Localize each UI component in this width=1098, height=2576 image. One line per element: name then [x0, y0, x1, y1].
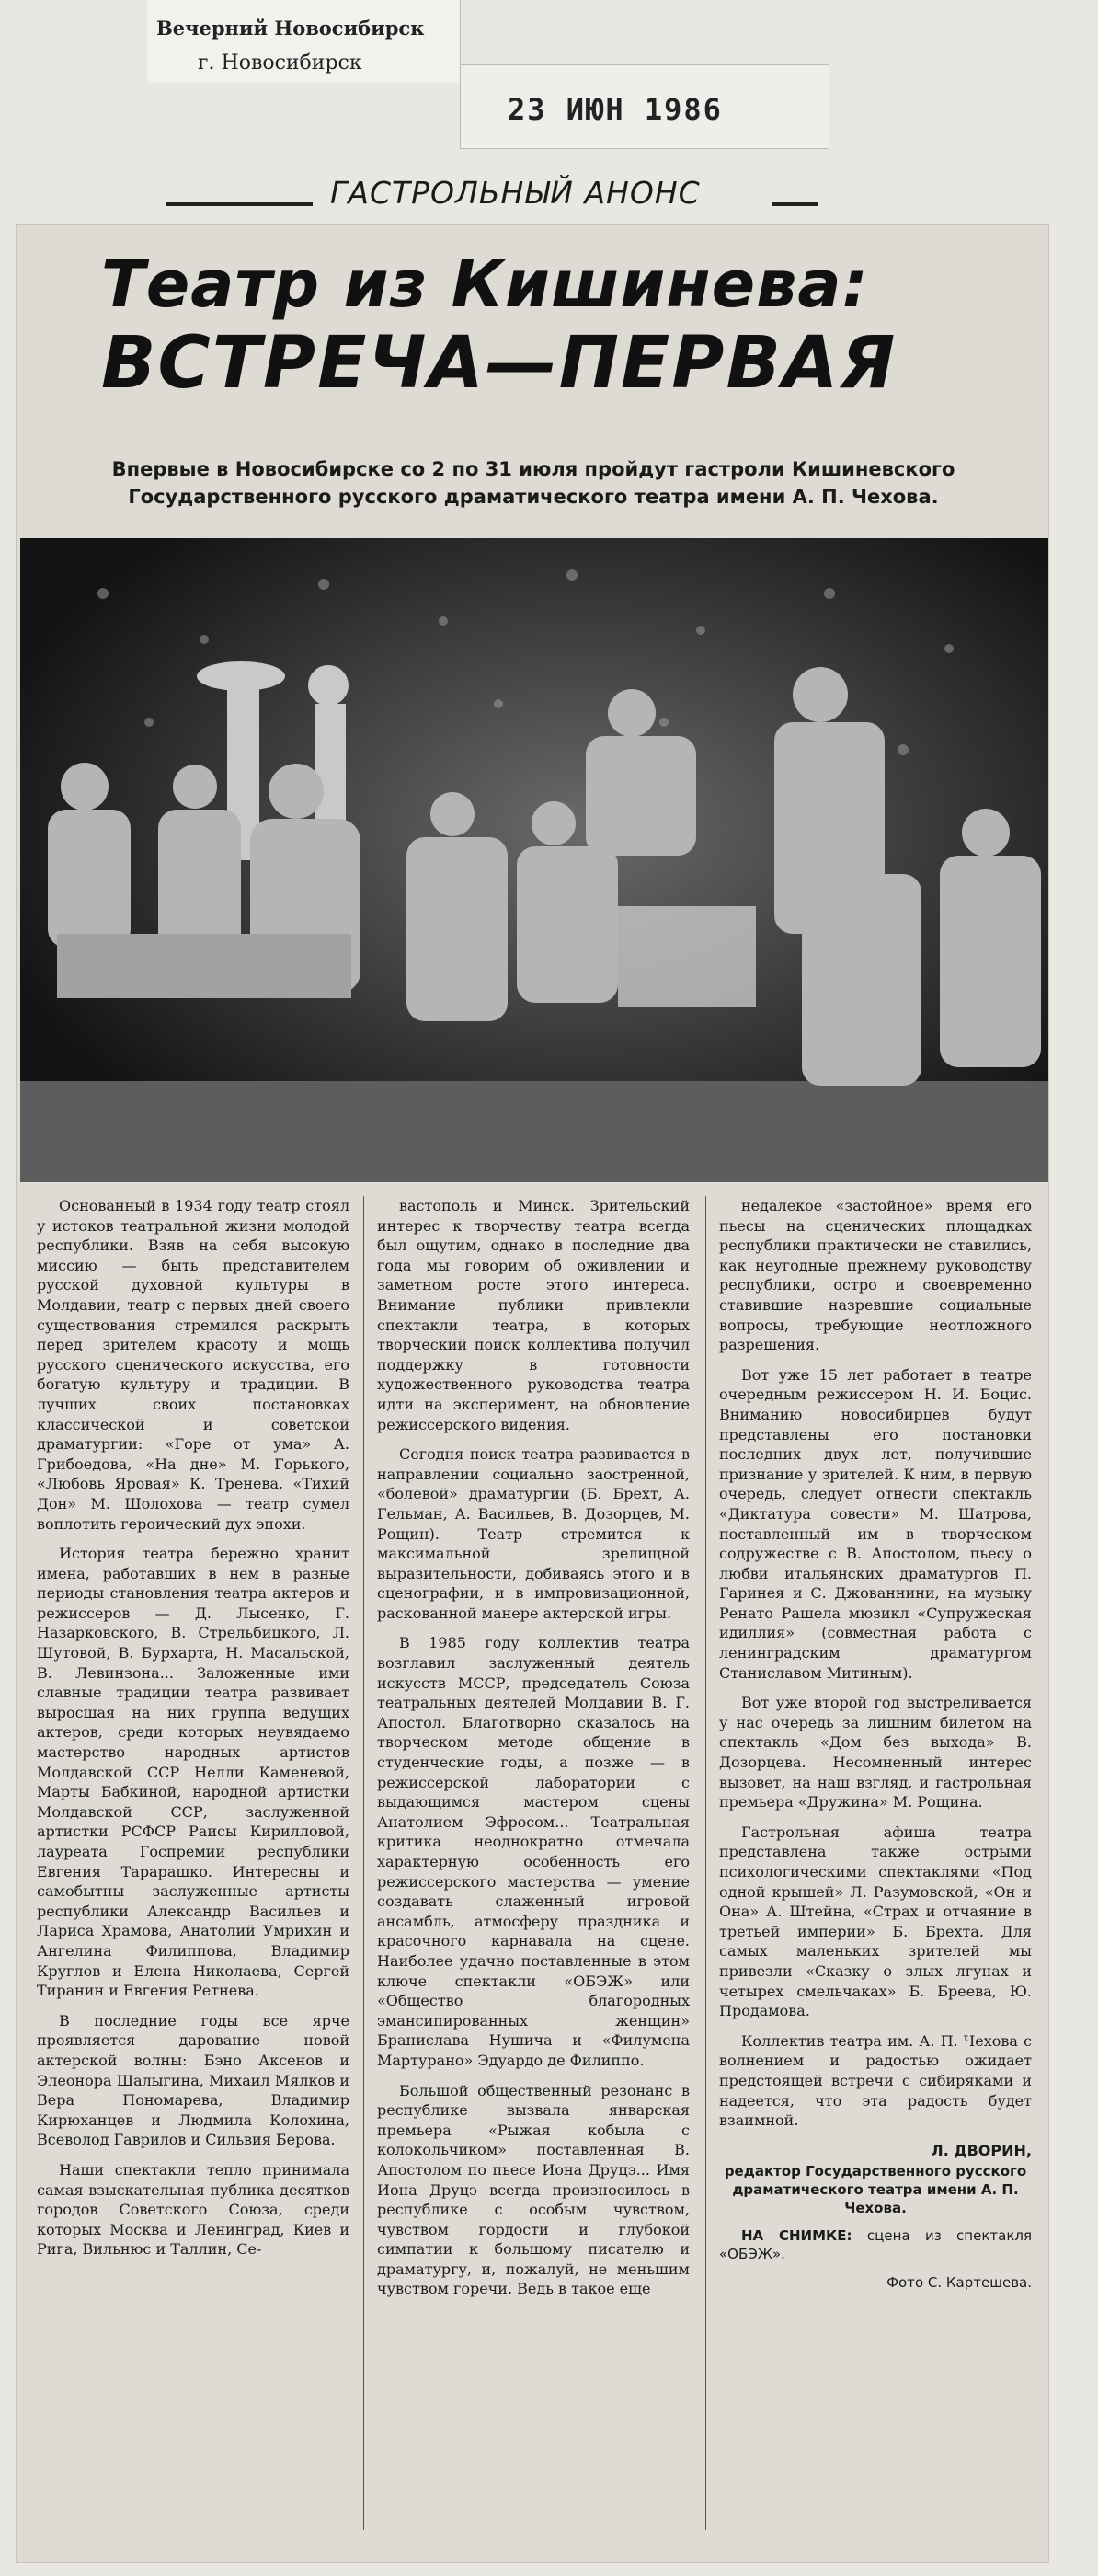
lead-paragraph: Впервые в Новосибирске со 2 по 31 июля пройдут гастроли Кишиневского Государственного русского драматического театра имени А. П. Чехова. — [111, 458, 955, 508]
column-rule — [705, 1196, 706, 2530]
paragraph: История театра бережно хранит имена, работавших в нем в разные периоды становления театра актеров и режиссеров — Д. Лысенко, Г. Назарковского, В. Стрельбицкого, Л. Шутовой, В. Бурхарта, Н. Масальской, В. Левинзона... Заложенные ими славные традиции театра развивает выросшая на них группа ведущих актеров, среди которых неувядаемо мастерство народных артистов Молдавской ССР Нелли Каменевой, Марты Бабкиной, народной артистки Молдавской ССР, заслуженной артистки РСФСР Раисы Кирилловой, лауреата Госпремии республики Евгения Тарарашко. Интересны и самобытны заслуженные артисты республики Александр Васильев и Лариса Храмова, Анатолий Умрихин и Ангелина Филиппова, Владимир Круглов и Елена Николаева, Сергей Тиранин и Евгения Ретнева. — [37, 1545, 349, 2000]
article-column-1 — [37, 1196, 349, 2270]
paragraph: недалекое «застойное» время его пьесы на сценических площадках республики практически не ставились, как неугодные прежнему руководству республики, остро и своевременно ставившие назревшие социальные вопросы, требующие неотложного разрешения. — [719, 1197, 1032, 1354]
paragraph: Основанный в 1934 году театр стоял у истоков театральной жизни молодой республики. Взяв на себя высокую миссию — быть представителем русской духовной культуры в Молдавии, театр с первых дней своего существования стремился раскрыть перед зрителем красоту и мощь русского сценического искусства, его богатую культуру и традиции. В лучших своих постановках классической и советской драматургии: «Горе от ума» А. Грибоедова, «На дне» М. Горького, «Любовь Яровая» К. Тренева, «Тихий Дон» М. Шолохова — театр сумел воплотить героический дух эпохи. — [37, 1197, 349, 1533]
paragraph: В последние годы все ярче проявляется дарование новой актерской волны: Бэно Аксенов и Элеонора Шалыгина, Михаил Мялков и Вера Пономарева, Владимир Кирюханцев и Людмила Колохина, Всеволод Гаврилов и Сильвия Берова. — [37, 2011, 349, 2149]
article-column-2 — [377, 1196, 690, 2309]
paragraph: Гастрольная афиша театра представлена также острыми психологическими спектаклями «Под одной крышей» Л. Разумовской, «Он и Она» А. Штейна, «Страх и отчаяние в третьей империи» Б. Брехта. Для самых маленьких зрителей мы привезли «Сказку о злых лгунах и четырех смельчаках» Б. Бреева, Ю. Продамова. — [719, 1823, 1032, 2020]
date-text: 23 ИЮН 1986 — [508, 92, 723, 127]
author-signature: Л. ДВОРИН, — [931, 2141, 1032, 2159]
stage-photo-illustration — [20, 538, 1048, 1182]
paragraph: Сегодня поиск театра развивается в направлении социально заостренной, «болевой» драматургии (Б. Брехт, А. Гельман, А. Васильев, В. Дозорцев, М. Рощин). Театр стремится к максимальной зрелищной выразительности, добиваясь этого и в сценографии, и в импровизационной, раскованной манере актерской игры. — [377, 1445, 690, 1622]
column-rule — [363, 1196, 364, 2530]
rubric-rule-left — [166, 202, 313, 206]
paragraph: Вот уже 15 лет работает в театре очередным режиссером Н. И. Боцис. Вниманию новосибирцев будут представлены его постановки последних двух лет, получившие признание у зрителей. К ним, в первую очередь, следует отнести спектакль «Диктатура совести» М. Шатрова, поставленный им в творческом содружестве с В. Апостолом, пьесу о любви итальянских драматургов П. Гаринея и С. Джованнини, на музыку Ренато Рашела мюзикл «Супружеская идиллия» (совместная работа с ленинградским драматургом Станиславом Митиным). — [719, 1365, 1032, 1682]
article-body — [37, 1196, 1041, 2544]
rubric-rule-right — [772, 202, 818, 206]
stage-photo — [20, 538, 1048, 1182]
article-column-3 — [719, 1196, 1032, 2294]
rubric: ГАСТРОЛЬНЫЙ АНОНС — [317, 175, 714, 211]
paragraph: В 1985 году коллектив театра возглавил заслуженный деятель искусств МССР, председатель Союза театральных деятелей Молдавии В. Г. Апостол. Благотворно сказалось на творческом методе общение в студенческие годы, а позже — в режиссерской лаборатории с выдающимся мастером сцены Анатолием Эфросом... Театральная критика неоднократно отмечала характерную особенность его режиссерского мастерства — умение создавать слаженный игровой ансамбль, атмосферу праздника и красочного карнавала на сцене. Наиболее удачно поставленные в этом ключе спектакли «ОБЭЖ» или «Общество благородных эмансипированных женщин» Бранислава Нушича и «Филумена Мартурано» Эдуардо де Филиппо. — [377, 1634, 690, 2069]
headline-line1: Театр из Кишинева: — [101, 247, 869, 322]
newspaper-city: г. Новосибирск — [198, 52, 362, 75]
caption-label: НА СНИМКЕ: — [741, 2227, 852, 2245]
paragraph: Большой общественный резонанс в республике вызвала январская премьера «Рыжая кобыла с колокольчиком» поставленная В. Апостолом по пьесе Иона Друцэ... Имя Иона Друцэ всегда произносилось в республике с особым чувством, чувством гордости и глубокой симпатии к большому писателю и драматургу, и, пожалуй, не меньшим чувством горечи. Ведь в такое еще — [377, 2081, 690, 2298]
newspaper-name: Вечерний Новосибирск — [156, 17, 425, 40]
paragraph: вастополь и Минск. Зрительский интерес к творчеству театра всегда был ощутим, однако в последние два года мы говорим об оживлении и заметном росте этого интереса. Внимание публики привлекли спектакли театра, в которых творческий поиск коллектива получил поддержку в готовности художественного руководства театра идти на эксперимент, на обновление режиссерского видения. — [377, 1197, 690, 1433]
headline-line2: ВСТРЕЧА—ПЕРВАЯ — [101, 322, 898, 405]
author-role: редактор Государственного русского драматического театра имени А. П. Чехова. — [724, 2163, 1027, 2217]
paragraph: Коллектив театра им. А. П. Чехова с волнением и радостью ожидает предстоящей встречи с сибиряками и надеется, что эта радость будет взаимной. — [719, 2031, 1032, 2130]
photo-caption — [719, 2226, 1032, 2263]
paragraph: Наши спектакли тепло принимала самая взыскательная публика десятков городов Советского Союза, среди которых Москва и Ленинград, Киев и Рига, Вильнюс и Таллин, Се- — [37, 2160, 349, 2259]
photo-credit: Фото С. Картешева. — [886, 2274, 1032, 2292]
paragraph: Вот уже второй год выстреливается у нас очередь за лишним билетом на спектакль «Дом без выхода» В. Дозорцева. Несомненный интерес вызовет, на наш взгляд, и гастрольная премьера «Дружина» М. Рощина. — [719, 1694, 1032, 1811]
caption-text: сцена из спектакля «ОБЭЖ». — [719, 2227, 1032, 2263]
